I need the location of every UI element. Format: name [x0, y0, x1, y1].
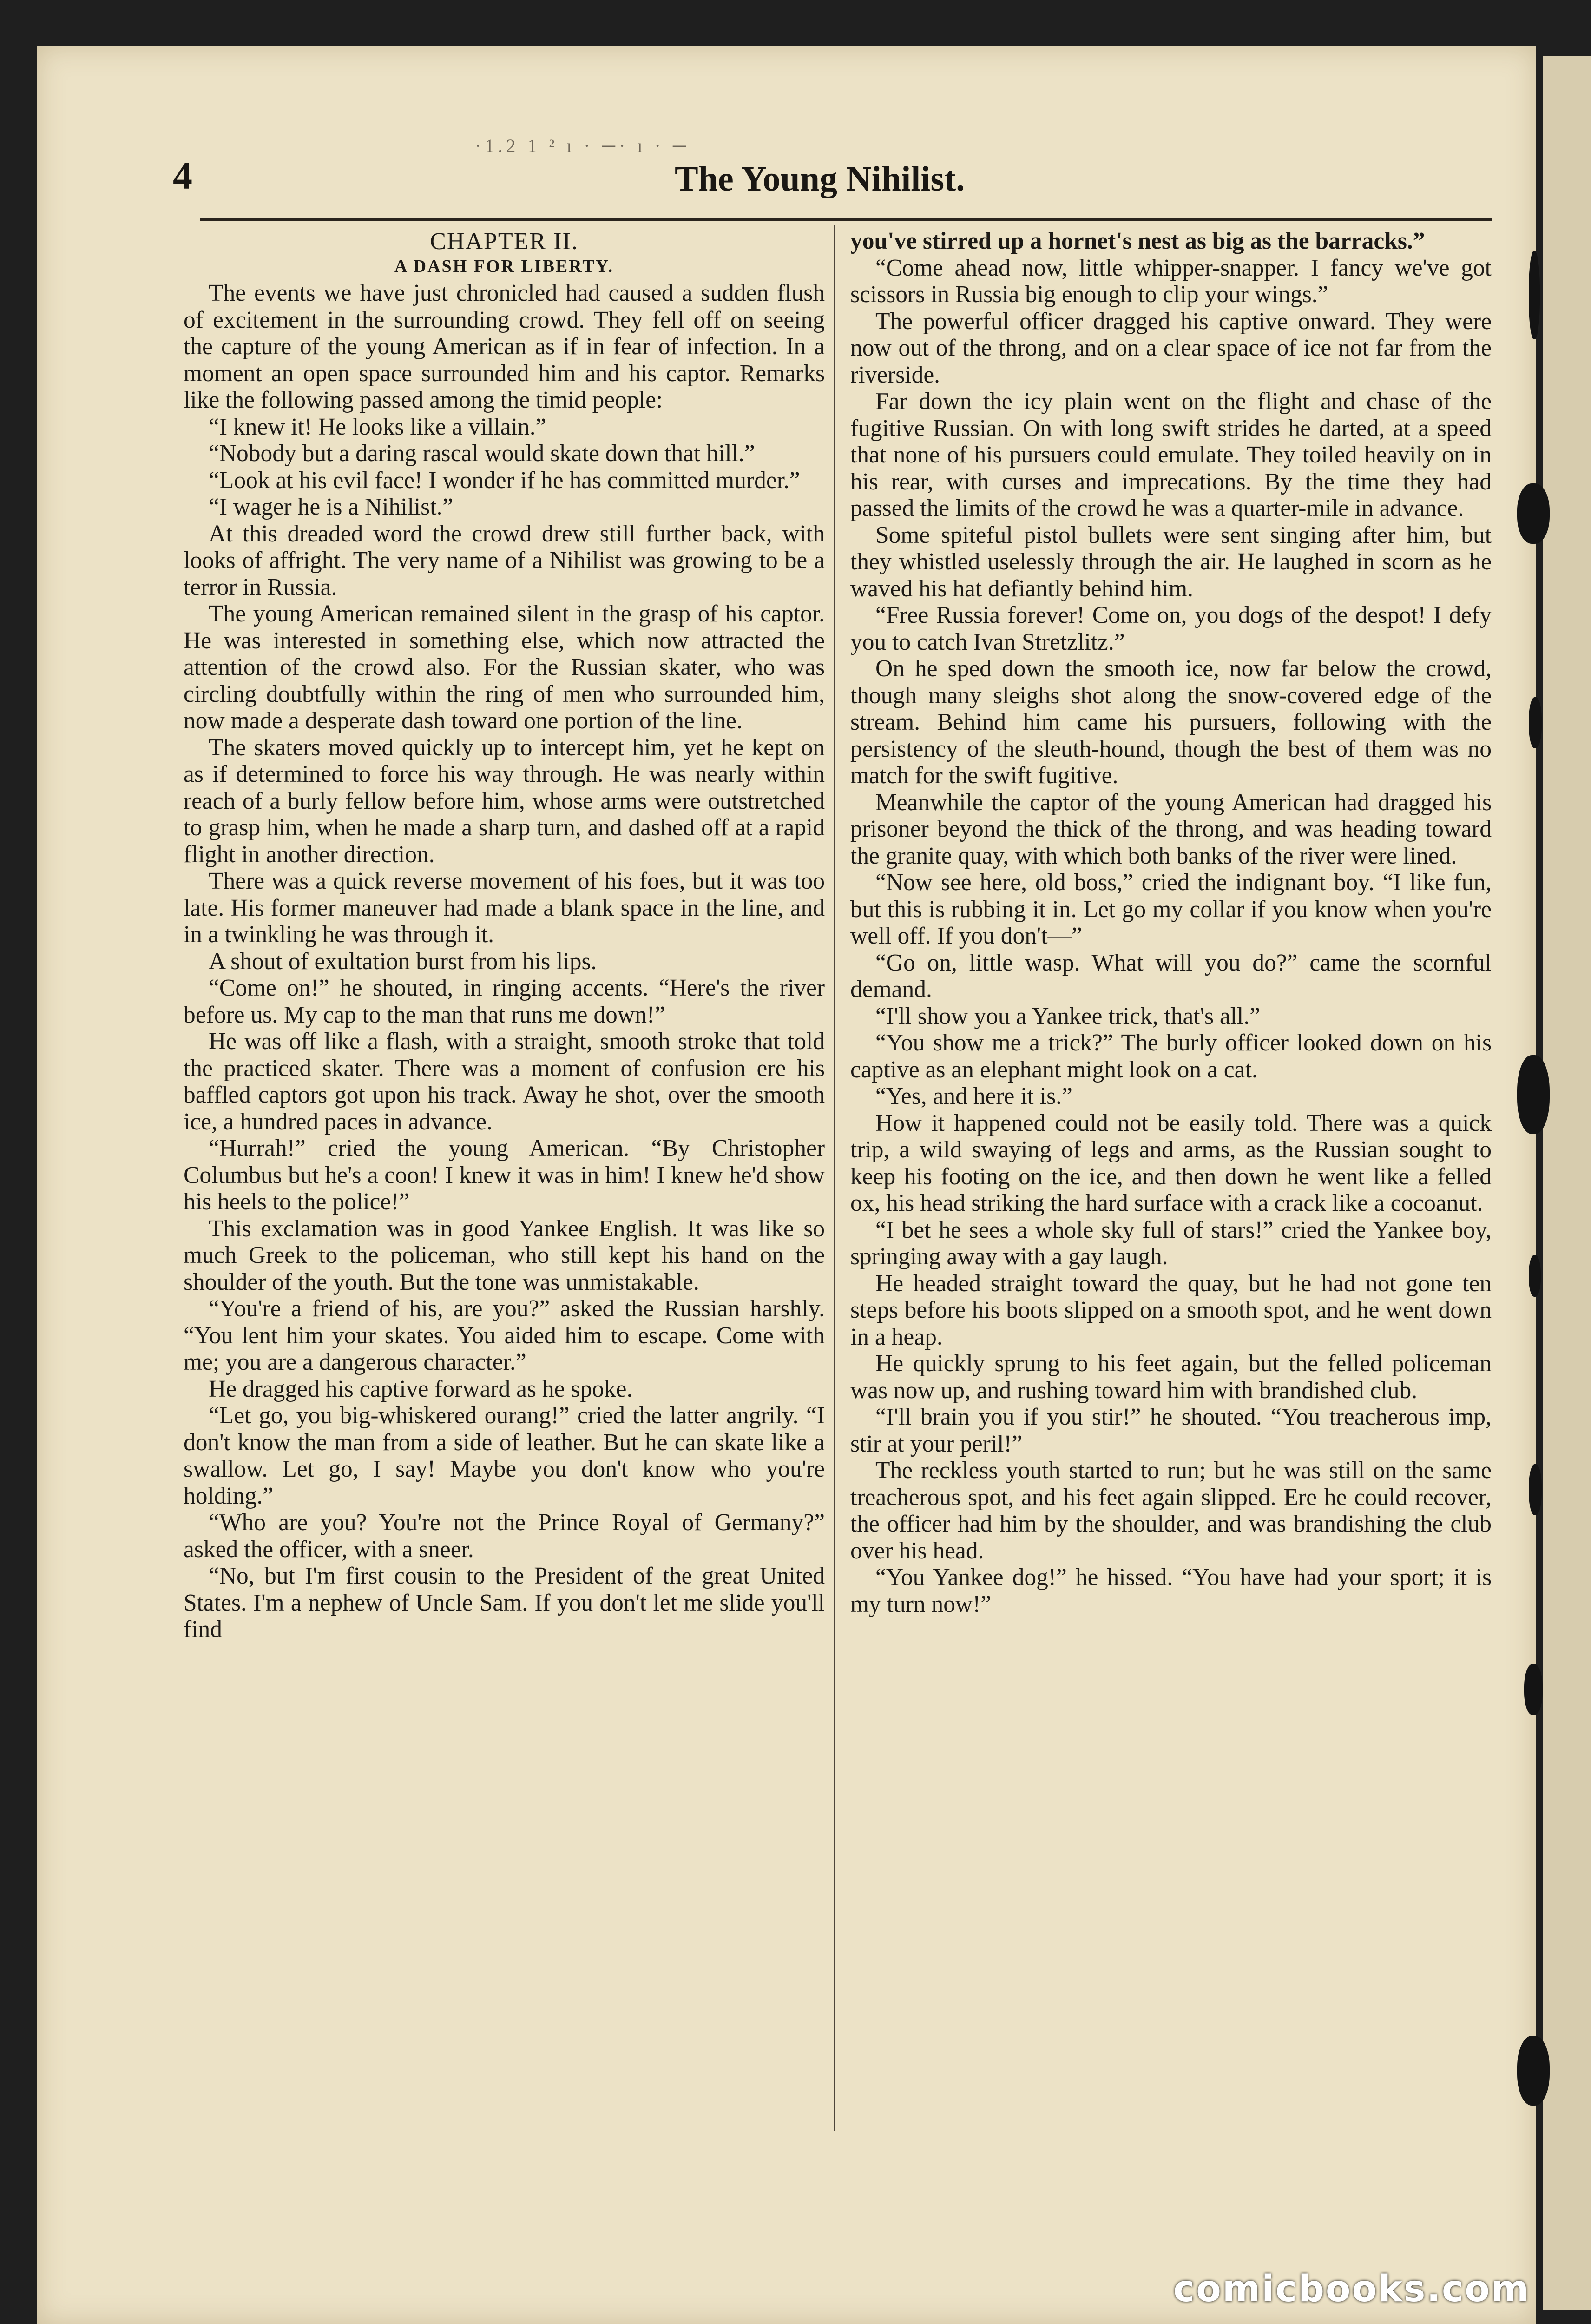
paragraph: Some spiteful pistol bullets were sent singing after him, but they whistled uselessly through the air. He laughed in scorn as he waved his hat defiantly behind him.	[850, 522, 1492, 602]
paragraph: “Free Russia forever! Come on, you dogs of the despot! I defy you to catch Ivan Stretzlitz.”	[850, 602, 1492, 655]
paragraph: This exclamation was in good Yankee English. It was like so much Greek to the policeman, who still kept his hand on the shoulder of the youth. But the tone was unmistakable.	[184, 1215, 825, 1295]
paragraph: “I knew it! He looks like a villain.”	[209, 413, 546, 440]
page-header	[173, 135, 1469, 205]
paragraph: “Yes, and here it is.”	[875, 1083, 1072, 1109]
running-title: The Young Nihilist.	[675, 159, 965, 198]
paragraph: “Go on, little wasp. What will you do?” came the scornful demand.	[850, 949, 1492, 1003]
left-column	[184, 228, 825, 2171]
paragraph: He quickly sprung to his feet again, but the felled policeman was now up, and rushing toward him with brandished club.	[850, 1350, 1492, 1404]
paragraph: “You're a friend of his, are you?” asked the Russian harshly. “You lent him your skates. You aided him to escape. Come with me; you are a dangerous character.”	[184, 1295, 825, 1375]
paragraph: “I'll show you a Yankee trick, that's all.”	[875, 1003, 1261, 1030]
paragraph: How it happened could not be easily told. There was a quick trip, a wild swaying of legs and arms, as the Russian sought to keep his footing on the ice, and then down he went like a felled ox, his head striking the hard surface with a crack like a cocoanut.	[850, 1109, 1492, 1216]
paragraph: “I bet he sees a whole sky full of stars!” cried the Yankee boy, springing away with a gay laugh.	[850, 1216, 1492, 1270]
paragraph: He headed straight toward the quay, but he had not gone ten steps before his boots slipped on a smooth spot, and he went down in a heap.	[850, 1270, 1492, 1350]
paragraph: On he sped down the smooth ice, now far below the crowd, though many sleighs shot along the snow-covered edge of the stream. Behind him came his pursuers, following with the persistency of the sleuth-hound, though the best of them was no match for the swift fugitive.	[850, 655, 1492, 789]
paragraph: “No, but I'm first cousin to the President of the great United States. I'm a nephew of Uncle Sam. If you don't let me slide you'll find	[184, 1563, 825, 1643]
paragraph: A shout of exultation burst from his lips.	[209, 948, 597, 975]
paragraph: “Come ahead now, little whipper-snapper. I fancy we've got scissors in Russia big enough to clip your wings.”	[850, 254, 1492, 308]
continuation-line: you've stirred up a hornet's nest as big as the barracks.”	[850, 228, 1425, 254]
paragraph: “Hurrah!” cried the young American. “By Christopher Columbus but he's a coon! I knew it was in him! I knew he'd show his heels to the police!”	[184, 1135, 825, 1215]
binding-stitch-mark	[1517, 1055, 1550, 1134]
paragraph: The reckless youth started to run; but he was still on the same treacherous spot, and his feet again slipped. Ere he could recover, the officer had him by the shoulder, and was brandishing the club over his head.	[850, 1457, 1492, 1564]
paragraph: At this dreaded word the crowd drew still further back, with looks of affright. The very name of a Nihilist was growing to be a terror in Russia.	[184, 520, 825, 601]
paragraph: “Nobody but a daring rascal would skate down that hill.”	[209, 440, 755, 467]
paragraph: Far down the icy plain went on the flight and chase of the fugitive Russian. On with long swift strides he darted, at a speed that none of his pursuers could emulate. They toiled heavily on in his rear, with curses and imprecations. By the time they had passed the limits of the crowd he was a quarter-mile in advance.	[850, 388, 1492, 522]
header-rule	[200, 218, 1492, 221]
paragraph: The events we have just chronicled had caused a sudden flush of excitement in the surrounding crowd. They fell off on seeing the capture of the young American as if in fear of infection. In a moment an open space surrounded him and his captor. Remarks like the following passed among the timid people:	[184, 280, 825, 413]
binding-stitch-mark	[1524, 1664, 1543, 1715]
paragraph: “I'll brain you if you stir!” he shouted. “You treacherous imp, stir at your peril!”	[850, 1404, 1492, 1457]
paragraph: Meanwhile the captor of the young American had dragged his prisoner beyond the thick of the throng, and was heading toward the granite quay, with which both banks of the river were lined.	[850, 789, 1492, 869]
binding-stitch-mark	[1517, 2036, 1550, 2106]
paragraph: The skaters moved quickly up to intercept him, yet he kept on as if determined to force his way through. He was nearly within reach of a burly fellow before him, whose arms were outstretched to grasp him, when he made a sharp turn, and dashed off at a rapid flight in another direction.	[184, 734, 825, 868]
paragraph: “Let go, you big-whiskered ourang!” cried the latter angrily. “I don't know the man from a side of leather. But he can skate like a swallow. Let go, I say! Maybe you don't know who you're holding.”	[184, 1402, 825, 1509]
column-divider	[834, 225, 835, 2131]
paragraph: “Now see here, old boss,” cried the indignant boy. “I like fun, but this is rubbing it in. Let go my collar if you know when you're well off. If you don't—”	[850, 869, 1492, 949]
page-number: 4	[173, 154, 192, 198]
chapter-subtitle: A DASH FOR LIBERTY.	[394, 257, 614, 276]
paragraph: “Look at his evil face! I wonder if he has committed murder.”	[209, 467, 800, 494]
paragraph: He dragged his captive forward as he spoke.	[209, 1375, 633, 1402]
binding-stitch-mark	[1529, 1255, 1541, 1297]
header-smudge: ·1.2 1 ² ı · ─· ı · ─	[475, 135, 690, 156]
paragraph: “Come on!” he shouted, in ringing accents. “Here's the river before us. My cap to the man that runs me down!”	[184, 975, 825, 1028]
paragraph: There was a quick reverse movement of his foes, but it was too late. His former maneuver had made a blank space in the line, and in a twinkling he was through it.	[184, 868, 825, 948]
paragraph: He was off like a flash, with a straight, smooth stroke that told the practiced skater. There was a moment of confusion ere his baffled captors got upon his track. Away he shot, over the smooth ice, a hundred paces in advance.	[184, 1028, 825, 1135]
watermark: comicbooks.com	[1173, 2268, 1531, 2310]
right-column	[850, 228, 1492, 2171]
paragraph: “Who are you? You're not the Prince Royal of Germany?” asked the officer, with a sneer.	[184, 1509, 825, 1563]
paragraph: The powerful officer dragged his captive onward. They were now out of the throng, and on a clear space of ice not far from the riverside.	[850, 308, 1492, 388]
binding-stitch-mark	[1529, 1464, 1542, 1515]
binding-stitch-mark	[1529, 697, 1542, 748]
paragraph: “I wager he is a Nihilist.”	[209, 494, 454, 520]
binding-stitch-mark	[1517, 483, 1550, 544]
adjacent-page-edge	[1543, 56, 1591, 2310]
binding-stitch-mark	[1529, 251, 1540, 339]
paragraph: The young American remained silent in the grasp of his captor. He was interested in something else, which now attracted the attention of the crowd also. For the Russian skater, who was circling doubtfully within the ring of men who surrounded him, now made a desperate dash toward one portion of the line.	[184, 601, 825, 734]
paragraph: “You show me a trick?” The burly officer looked down on his captive as an elephant might look on a cat.	[850, 1030, 1492, 1083]
chapter-heading: CHAPTER II.	[430, 228, 579, 255]
paragraph: “You Yankee dog!” he hissed. “You have had your sport; it is my turn now!”	[850, 1564, 1492, 1618]
